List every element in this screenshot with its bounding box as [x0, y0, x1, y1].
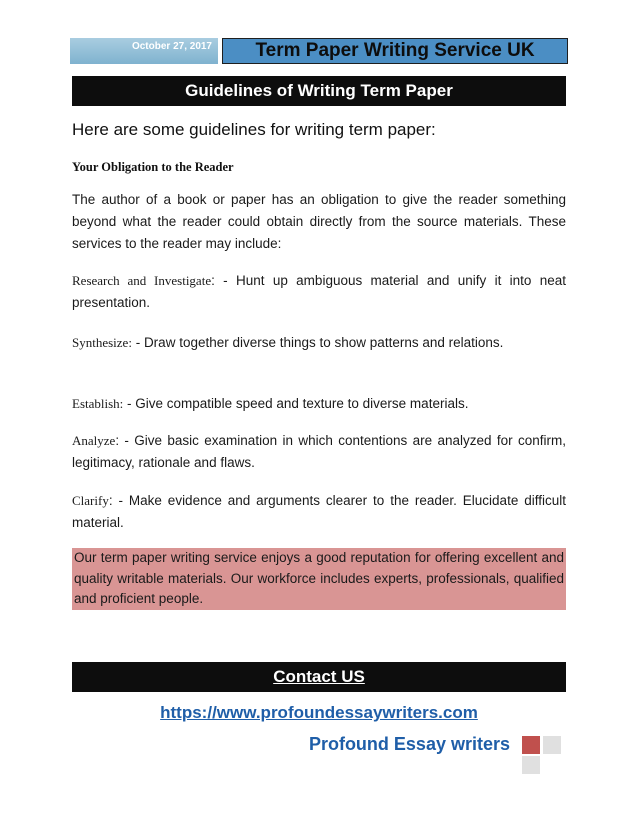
item-term: Establish:	[72, 396, 124, 411]
website-link[interactable]: https://www.profoundessaywriters.com	[160, 703, 478, 722]
item-term: Clarify	[72, 493, 109, 508]
date-label: October 27, 2017	[70, 38, 218, 64]
decorative-square-red	[522, 736, 540, 754]
contact-label: Contact US	[273, 667, 365, 686]
intro-text: Here are some guidelines for writing term paper:	[72, 120, 436, 139]
site-title: Term Paper Writing Service UK	[222, 38, 568, 64]
item-text: Give basic examination in which contentions are analyzed for confirm, legitimacy, rationale and flaws.	[72, 433, 567, 470]
service-highlight-box: Our term paper writing service enjoys a good reputation for offering excellent and quality writable materials. Our workforce includes experts, professionals, qualified and proficient people.	[72, 548, 566, 610]
item-analyze	[72, 430, 566, 474]
item-text: Give compatible speed and texture to diverse materials.	[135, 396, 469, 411]
section-title: Guidelines of Writing Term Paper	[185, 81, 453, 100]
item-text: Draw together diverse things to show patterns and relations.	[143, 335, 504, 350]
contact-bar	[72, 662, 566, 692]
item-term: Analyze	[72, 433, 116, 448]
decorative-square-gray	[543, 736, 561, 754]
item-separator: : -	[115, 433, 135, 448]
item-separator: -	[123, 396, 136, 411]
item-separator: : -	[108, 493, 129, 508]
item-text: Make evidence and arguments clearer to the reader. Elucidate difficult material.	[72, 493, 567, 530]
item-research	[72, 270, 566, 314]
item-clarify	[72, 490, 566, 534]
item-separator: -	[131, 335, 144, 350]
brand-name: Profound Essay writers	[308, 734, 510, 754]
obligation-paragraph: The author of a book or paper has an obligation to give the reader something beyond what the reader could obtain directly from the source materials. These services to the reader may include:	[72, 192, 566, 251]
decorative-square-gray	[522, 756, 540, 774]
item-synthesize	[72, 332, 566, 354]
item-term: Synthesize:	[72, 335, 132, 350]
section-title-bar	[72, 76, 566, 106]
obligation-subheading: Your Obligation to the Reader	[72, 160, 234, 174]
item-establish	[72, 393, 566, 415]
item-term: Research and Investigate	[72, 273, 212, 288]
item-text: Hunt up ambiguous material and unify it into neat presentation.	[72, 273, 567, 310]
item-separator: : -	[211, 273, 236, 288]
